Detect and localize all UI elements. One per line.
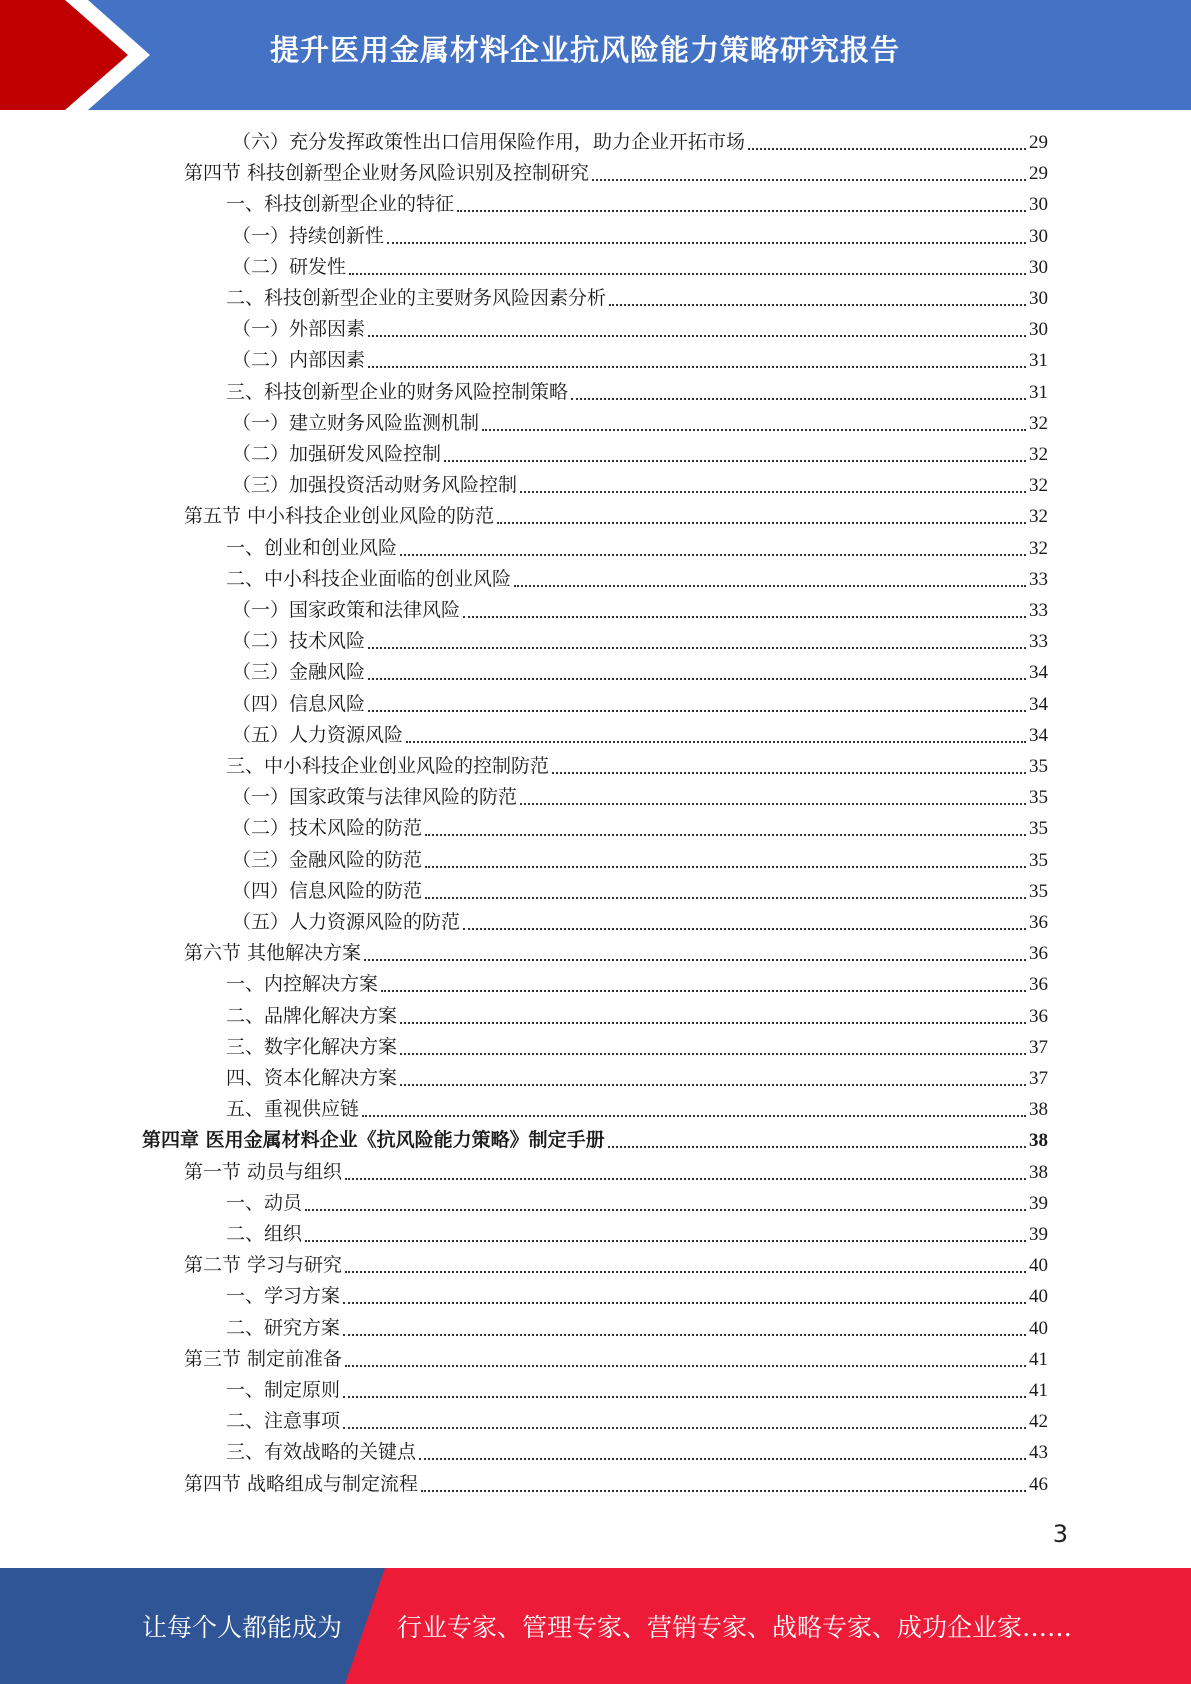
toc-entry-page: 40 (1029, 1286, 1048, 1308)
toc-entry-page: 36 (1029, 1005, 1048, 1027)
toc-leader-dots (571, 398, 1026, 400)
toc-entry[interactable] (226, 1188, 1048, 1219)
page-footer (0, 1568, 1191, 1684)
toc-entry-label: （五）人力资源风险的防范 (232, 911, 461, 933)
toc-leader-dots (592, 179, 1026, 181)
toc-leader-dots (463, 928, 1026, 930)
toc-entry-label: 一、科技创新型企业的特征 (226, 193, 455, 216)
toc-entry-page: 37 (1029, 1036, 1048, 1058)
toc-entry-page: 34 (1029, 693, 1048, 715)
toc-entry-label: 五、重视供应链 (226, 1098, 360, 1121)
toc-entry-label: （二）技术风险的防范 (232, 817, 423, 840)
toc-entry-label: （四）信息风险 (232, 692, 366, 715)
toc-leader-dots (421, 1490, 1026, 1492)
toc-entry-label: 第一节 动员与组织 (184, 1160, 343, 1183)
toc-entry[interactable] (232, 626, 1048, 657)
toc-entry-label: （二）加强研发风险控制 (232, 443, 442, 465)
toc-leader-dots (368, 647, 1026, 649)
toc-entry-page: 34 (1029, 662, 1048, 684)
toc-entry-page: 43 (1029, 1442, 1048, 1464)
toc-entry-page: 41 (1029, 1348, 1048, 1370)
toc-entry-label: （三）金融风险 (232, 661, 366, 684)
toc-entry[interactable] (226, 564, 1048, 595)
toc-entry-label: 二、注意事项 (226, 1410, 341, 1433)
toc-entry-page: 32 (1029, 412, 1048, 434)
toc-entry-page: 42 (1029, 1411, 1048, 1433)
toc-leader-dots (343, 1302, 1026, 1304)
toc-entry[interactable] (232, 127, 1048, 158)
toc-entry[interactable] (226, 377, 1048, 408)
toc-entry-page: 31 (1029, 350, 1048, 372)
toc-leader-dots (343, 1334, 1026, 1336)
toc-entry[interactable] (232, 720, 1048, 751)
toc-entry-page: 35 (1029, 787, 1048, 809)
toc-entry-label: 二、研究方案 (226, 1316, 341, 1339)
toc-entry-page: 32 (1029, 506, 1048, 528)
toc-entry[interactable] (184, 1250, 1048, 1281)
toc-entry-page: 40 (1029, 1317, 1048, 1339)
toc-entry-label: 三、数字化解决方案 (226, 1035, 398, 1058)
toc-entry[interactable] (232, 470, 1048, 501)
toc-leader-dots (444, 460, 1026, 462)
toc-entry[interactable] (184, 501, 1048, 532)
toc-entry-label: 二、品牌化解决方案 (226, 1004, 398, 1027)
toc-entry-page: 34 (1029, 724, 1048, 746)
toc-entry-page: 39 (1029, 1224, 1048, 1245)
toc-entry[interactable] (226, 751, 1048, 782)
toc-leader-dots (305, 1240, 1026, 1242)
toc-entry[interactable] (226, 189, 1048, 220)
toc-entry-page: 32 (1029, 537, 1048, 559)
toc-entry[interactable] (232, 689, 1048, 720)
toc-entry-label: 第四节 战略组成与制定流程 (184, 1472, 419, 1495)
toc-entry-page: 39 (1029, 1192, 1048, 1214)
toc-entry-label: 一、动员 (226, 1191, 303, 1214)
toc-entry-page: 30 (1029, 319, 1048, 341)
toc-leader-dots (425, 834, 1026, 836)
toc-leader-dots (349, 273, 1026, 275)
toc-entry-label: 一、内控解决方案 (226, 973, 379, 996)
toc-leader-dots (345, 1178, 1026, 1180)
toc-entry[interactable] (142, 1125, 1048, 1156)
page-header (0, 0, 1191, 110)
toc-entry-page: 36 (1029, 912, 1048, 933)
toc-entry-page: 35 (1029, 849, 1048, 871)
toc-entry[interactable] (184, 1157, 1048, 1188)
toc-entry[interactable] (226, 1281, 1048, 1312)
toc-entry-label: （一）国家政策与法律风险的防范 (232, 786, 518, 809)
toc-entry-page: 41 (1029, 1380, 1048, 1401)
toc-leader-dots (362, 1115, 1026, 1117)
toc-entry-label: 四、资本化解决方案 (226, 1067, 398, 1089)
toc-entry-label: 二、组织 (226, 1223, 303, 1245)
toc-entry-label: 第六节 其他解决方案 (184, 942, 362, 965)
toc-entry[interactable] (184, 1469, 1048, 1500)
toc-leader-dots (345, 1365, 1026, 1367)
toc-entry[interactable] (184, 1344, 1048, 1375)
toc-entry-label: 第三节 制定前准备 (184, 1347, 343, 1370)
toc-entry-label: （二）研发性 (232, 255, 347, 278)
toc-entry-label: （二）内部因素 (232, 349, 366, 372)
toc-entry[interactable] (232, 595, 1048, 626)
toc-leader-dots (520, 491, 1026, 493)
toc-leader-dots (520, 803, 1026, 805)
toc-entry-label: （五）人力资源风险 (232, 723, 404, 746)
toc-leader-dots (609, 304, 1026, 306)
toc-entry-page: 36 (1029, 974, 1048, 996)
toc-entry-label: 三、有效战略的关键点 (226, 1441, 417, 1464)
toc-entry[interactable] (226, 1406, 1048, 1437)
toc-entry[interactable] (232, 314, 1048, 345)
toc-entry-label: 三、中小科技企业创业风险的控制防范 (226, 755, 550, 777)
toc-entry-label: （一）持续创新性 (232, 224, 385, 247)
toc-entry[interactable] (226, 1001, 1048, 1032)
toc-leader-dots (497, 522, 1026, 524)
toc-entry[interactable] (232, 439, 1048, 470)
toc-entry[interactable] (232, 221, 1048, 252)
toc-entry[interactable] (232, 657, 1048, 688)
toc-leader-dots (748, 148, 1026, 150)
toc-entry[interactable] (226, 1094, 1048, 1125)
toc-entry-page: 30 (1029, 194, 1048, 216)
toc-leader-dots (463, 616, 1026, 618)
toc-entry[interactable] (232, 813, 1048, 844)
toc-entry-page: 35 (1029, 756, 1048, 777)
toc-entry[interactable] (232, 876, 1048, 907)
toc-entry-page: 38 (1029, 1099, 1048, 1121)
toc-entry-label: （二）技术风险 (232, 630, 366, 653)
toc-entry[interactable] (226, 1063, 1048, 1094)
toc-leader-dots (387, 242, 1026, 244)
toc-entry-label: （三）金融风险的防范 (232, 848, 423, 871)
toc-entry[interactable] (232, 845, 1048, 876)
toc-entry-page: 35 (1029, 880, 1048, 902)
toc-entry-page: 37 (1029, 1068, 1048, 1089)
toc-entry-label: 一、创业和创业风险 (226, 536, 398, 559)
toc-entry-label: 一、制定原则 (226, 1379, 341, 1401)
toc-entry[interactable] (184, 938, 1048, 969)
toc-leader-dots (400, 1084, 1026, 1086)
toc-leader-dots (457, 210, 1026, 212)
toc-leader-dots (400, 1022, 1026, 1024)
toc-entry[interactable] (232, 782, 1048, 813)
toc-leader-dots (552, 772, 1026, 774)
toc-entry-page: 38 (1029, 1161, 1048, 1183)
toc-entry[interactable] (226, 1313, 1048, 1344)
footer-slogan-left: 让每个人都能成为 (142, 1613, 343, 1642)
toc-leader-dots (419, 1458, 1026, 1460)
toc-entry-label: 第四节 科技创新型企业财务风险识别及控制研究 (184, 162, 590, 185)
toc-entry[interactable] (226, 969, 1048, 1000)
toc-entry-label: （一）外部因素 (232, 318, 366, 341)
toc-leader-dots (482, 429, 1026, 431)
toc-entry-page: 29 (1029, 132, 1048, 153)
toc-entry[interactable] (226, 1375, 1048, 1406)
toc-leader-dots (343, 1396, 1026, 1398)
toc-entry-page: 32 (1029, 475, 1048, 497)
toc-leader-dots (608, 1146, 1026, 1148)
toc-entry-label: （四）信息风险的防范 (232, 879, 423, 902)
toc-leader-dots (406, 741, 1026, 743)
toc-entry-label: 二、中小科技企业面临的创业风险 (226, 567, 512, 590)
toc-leader-dots (368, 335, 1026, 337)
toc-entry-label: （六）充分发挥政策性出口信用保险作用，助力企业开拓市场 (232, 131, 746, 153)
toc-leader-dots (425, 897, 1026, 899)
toc-entry-page: 35 (1029, 818, 1048, 840)
toc-leader-dots (305, 1209, 1026, 1211)
toc-leader-dots (345, 1271, 1026, 1273)
toc-entry-label: （一）国家政策和法律风险 (232, 599, 461, 621)
toc-entry-page: 30 (1029, 288, 1048, 309)
toc-leader-dots (381, 990, 1026, 992)
toc-entry-label: 第四章 医用金属材料企业《抗风险能力策略》制定手册 (142, 1129, 605, 1152)
toc-leader-dots (368, 366, 1026, 368)
toc-entry-page: 31 (1029, 381, 1048, 403)
toc-entry[interactable] (232, 408, 1048, 439)
toc-leader-dots (364, 959, 1026, 961)
toc-entry-page: 38 (1029, 1130, 1048, 1152)
toc-leader-dots (425, 866, 1026, 868)
toc-entry-page: 46 (1029, 1473, 1048, 1495)
toc-entry-label: （三）加强投资活动财务风险控制 (232, 474, 518, 497)
footer-slogan-right: 行业专家、管理专家、营销专家、战略专家、成功企业家…… (397, 1613, 1073, 1642)
toc-entry-label: 三、科技创新型企业的财务风险控制策略 (226, 380, 569, 403)
toc-entry-page: 36 (1029, 943, 1048, 965)
toc-entry-page: 33 (1029, 631, 1048, 653)
toc-leader-dots (368, 678, 1026, 680)
toc-entry-page: 40 (1029, 1255, 1048, 1277)
toc-entry-label: 第二节 学习与研究 (184, 1254, 343, 1277)
toc-entry[interactable] (226, 1032, 1048, 1063)
toc-entry[interactable] (226, 1219, 1048, 1250)
toc-entry[interactable] (232, 345, 1048, 376)
toc-entry-label: 二、科技创新型企业的主要财务风险因素分析 (226, 287, 607, 309)
toc-leader-dots (514, 585, 1026, 587)
page-number: 3 (1052, 1520, 1068, 1548)
toc-entry[interactable] (232, 907, 1048, 938)
toc-entry[interactable] (226, 283, 1048, 314)
toc-entry-page: 32 (1029, 444, 1048, 465)
toc-entry-page: 29 (1029, 163, 1048, 185)
toc-leader-dots (368, 710, 1026, 712)
toc-entry-page: 30 (1029, 256, 1048, 278)
toc-entry-label: 一、学习方案 (226, 1285, 341, 1308)
toc-entry-page: 33 (1029, 600, 1048, 621)
toc-leader-dots (400, 554, 1026, 556)
toc-leader-dots (400, 1053, 1026, 1055)
toc-entry[interactable] (226, 533, 1048, 564)
toc-entry-label: 第五节 中小科技企业创业风险的防范 (184, 505, 495, 528)
toc-entry[interactable] (226, 1437, 1048, 1468)
toc-entry-label: （一）建立财务风险监测机制 (232, 411, 480, 434)
report-title: 提升医用金属材料企业抗风险能力策略研究报告 (270, 33, 901, 67)
toc-entry[interactable] (184, 158, 1048, 189)
toc-entry-page: 33 (1029, 568, 1048, 590)
toc-entry[interactable] (232, 252, 1048, 283)
toc-leader-dots (343, 1427, 1026, 1429)
toc-entry-page: 30 (1029, 225, 1048, 247)
